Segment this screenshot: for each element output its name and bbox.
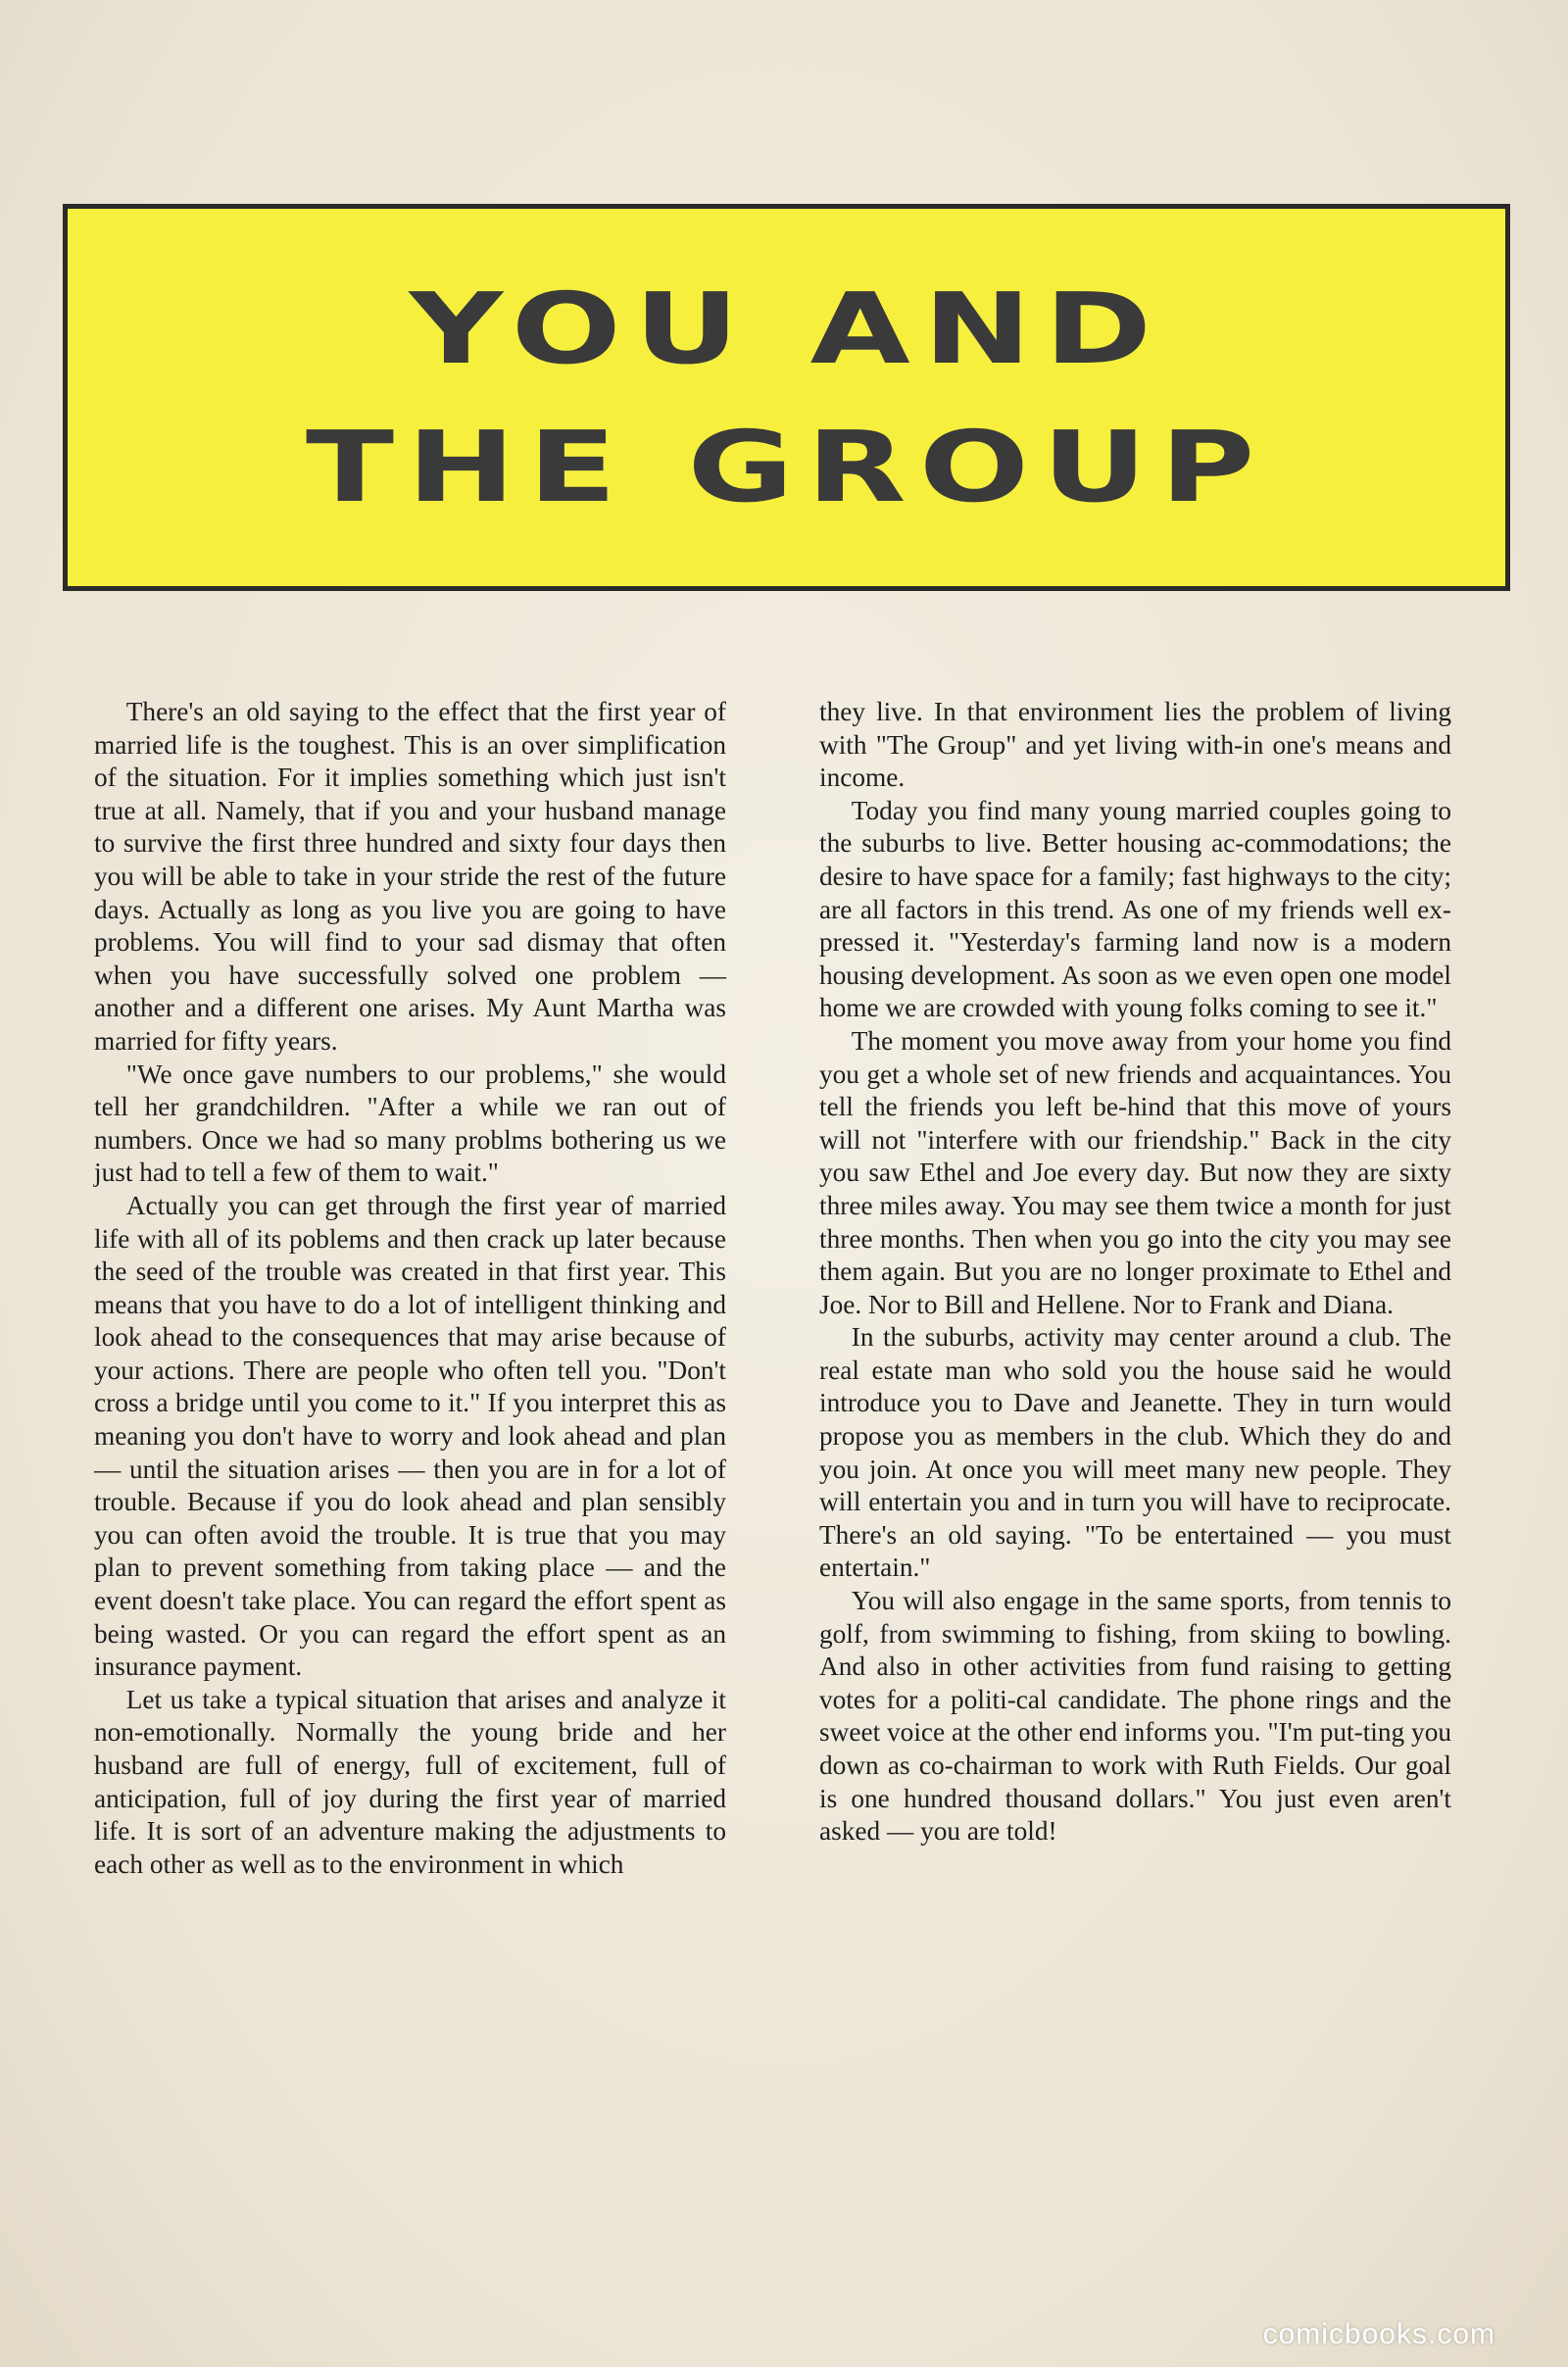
title-line-1: YOU AND: [409, 271, 1164, 386]
title-line-2: THE GROUP: [305, 409, 1268, 524]
paragraph: Let us take a typical situation that arises and analyze it non-emotionally. Normally the young bride and her husband are full of energy, full of excitement, full of anticipation, full of joy during the first year of married life. It is sort of an adventure making the adjustments to each other as well as to the environment in which: [94, 1684, 726, 1879]
paragraph: they live. In that environment lies the problem of living with "The Group" and yet living with-in one's means and income.: [819, 697, 1451, 793]
paragraph: There's an old saying to the effect that the first year of married life is the toughest. This is an over simplification of the situation. For it implies something which just isn't true at all. Namely, that if you and your husband manage to survive the first three hundred and sixty four days then you will be able to take in your stride the rest of the future days. Actually as long as you live you are going to have problems. You will find to your sad dismay that often when you have successfully solved one problem — another and a different one arises. My Aunt Martha was married for fifty years.: [94, 697, 726, 1056]
paragraph: In the suburbs, activity may center around a club. The real estate man who sold you the house said he would introduce you to Dave and Jeanette. They in turn would propose you as members in the club. Which they do and you join. At once you will meet many new people. They will entertain you and in turn you will have to reciprocate. There's an old saying. "To be entertained — you must entertain.": [819, 1322, 1451, 1583]
article-right-column: [819, 696, 1451, 1849]
title-banner: [63, 204, 1510, 591]
watermark: comicbooks.com: [1262, 2318, 1495, 2350]
paragraph: "We once gave numbers to our problems," she would tell her grandchildren. "After a while we ran out of numbers. Once we had so many problms bothering us we just had to tell a few of them to wait.": [94, 1059, 726, 1188]
paragraph: Actually you can get through the first year of married life with all of its poblems and then crack up later because the seed of the trouble was created in that first year. This means that you have to do a lot of intelligent thinking and look ahead to the consequences that may arise because of your actions. There are people who often tell you. "Don't cross a bridge until you come to it." If you interpret this as meaning you don't have to worry and look ahead and plan — until the situation arises — then you are in for a lot of trouble. Because if you do look ahead and plan sensibly you can often avoid the trouble. It is true that you may plan to prevent something from taking place — and the event doesn't take place. You can regard the effort spent as being wasted. Or you can regard the effort spent as an insurance payment.: [94, 1190, 726, 1682]
paragraph: You will also engage in the same sports, from tennis to golf, from swimming to fishing, from skiing to bowling. And also in other activities from fund raising to getting votes for a politi-cal candidate. The phone rings and the sweet voice at the other end informs you. "I'm put-ting you down as co-chairman to work with Ruth Fields. Our goal is one hundred thousand dollars." You just even aren't asked — you are told!: [819, 1586, 1451, 1847]
paragraph: Today you find many young married couples going to the suburbs to live. Better housing ac-commodations; the desire to have space for a family; fast highways to the city; are all factors in this trend. As one of my friends well ex-pressed it. "Yesterday's farming land now is a modern housing development. As soon as we even open one model home we are crowded with young folks coming to see it.": [819, 795, 1451, 1023]
article-left-column: [94, 696, 726, 1881]
paragraph: The moment you move away from your home you find you get a whole set of new friends and acquaintances. You tell the friends you left be-hind that this move of yours will not "interfere with our friendship." Back in the city you saw Ethel and Joe every day. But now they are sixty three miles away. You may see them twice a month for just three months. Then when you go into the city you may see them again. But you are no longer proximate to Ethel and Joe. Nor to Bill and Hellene. Nor to Frank and Diana.: [819, 1025, 1451, 1319]
